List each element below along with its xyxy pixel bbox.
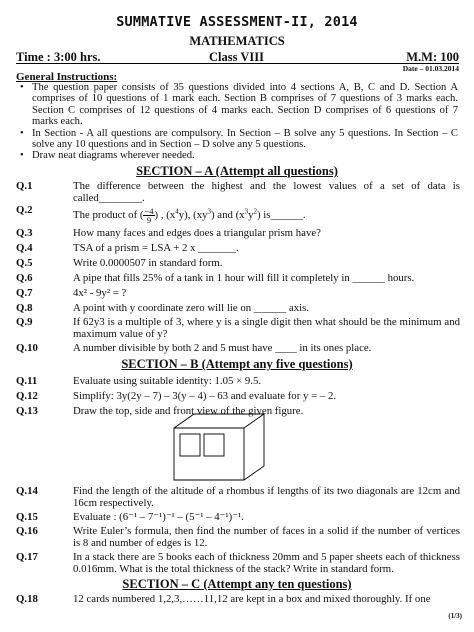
- class-label: Class VIII: [209, 50, 264, 64]
- instruction-item: • The question paper consists of 35 questions divided into 4 sections A, B, C and D. Section A comprises of 10 questions of 1 mark each. Section B comprises of 7 questions of 3 marks each. Section C comprises of 12 questions of 4 marks each. Section D comprises of 6 questions of 7 marks each.: [20, 82, 458, 128]
- max-marks-label: M.M: 100: [406, 50, 459, 64]
- bullet-icon: •: [20, 82, 24, 93]
- instruction-item: • Draw neat diagrams wherever needed.: [20, 150, 195, 162]
- cube-window-left: [180, 434, 200, 456]
- exam-date: Date – 01.03.2014: [402, 64, 459, 73]
- cube-front-edges: [174, 428, 244, 480]
- bullet-icon: •: [20, 127, 24, 139]
- instructions-list: [16, 82, 458, 162]
- exam-page: SUMMATIVE ASSESSMENT-II, 2014 MATHEMATICS Time : 3:00 hrs. Class VIII M.M: 100 Date – 01.03.2014 General Instructions: • The question paper consists of 35 questions divided into 4 sections A, B, C and D. Section A comprises of 10 questions of 1 mark each. Section B comprises of 7 questions of 3 marks each. Section C comprises of 12 questions of 4 marks each. Section D comprises of 6 questions of 7 marks each. • In Section - A all questions are compulsory. In Section – B solve any 5 questions. In Section – C solve any 10 questions and in Section – D solve any 5 questions. • Draw neat diagrams wherever needed. SECTION – A (Attempt all questions) Q.1 The difference between the highest and the lowest values of a set of data is called________. Q.2 The product of ( $\frac{-4}{9}$ ) , $(x^4y)$, $(xy^3)$ and $(x^3y^2)$ is______. Q.3 How many faces and edges does a triangular prism have? Q.4 TSA of a prism = LSA + 2 x _______. Q.5 Write 0.0000507 in standard form. Q.6 A pipe that fills 25% of a tank in 1 hour will fill it completely in ______ hours. Q.7 4x² - 9y² = ? Q.8 A point with y coordinate zero will lie on ______ axis. Q.9 If 62y3 is a multiple of 3, where y is a single digit then what should be the minimum and maximum value of y? Q.10 A number divisible by both 2 and 5 must have ____ in its ones place. SECTION – B (Attempt any five questions) Q.11 Evaluate using suitable identity: 1.05 × 9.5. Q.12 Simplify: 3y(2y – 7) – 3(y – 4) – 63 and evaluate for y = – 2. Q.13 Draw the top, side and front view of the given figure. Q.14 Find the length of the altitude of a rhombus if lengths of its two diagonals are 12cm and 16cm respectively. Q.15 Evaluate : (6⁻¹ – 7⁻¹)⁻¹ – (5⁻¹ – 4⁻¹)⁻¹. Q.16 Write Euler’s formula, then find the number of faces in a solid if the number of vertices is 8 and number of edges is 12. Q.17 In a stack there are 5 books each of thickness 20mm and 5 paper sheets each of thickness 0.016mm. What is the total thickness of the stack? Write in standard form. SECTION – C (Attempt any ten questions) Q.18 12 cards numbered 1,2,3,……11,12 are kept in a box and mixed thoroughly. If one (1/3): [0, 0, 474, 632]
- section-a-heading: SECTION – A (Attempt all questions): [136, 164, 338, 178]
- section-b-heading: SECTION – B (Attempt any five questions): [121, 357, 353, 371]
- section-c-heading: SECTION – C (Attempt any ten questions): [122, 577, 352, 591]
- instructions-heading: General Instructions:: [16, 71, 118, 83]
- cube-drawing: [174, 414, 264, 480]
- instruction-item: • In Section - A all questions are compulsory. In Section – B solve any 5 questions. In Section – C solve any 10 questions and in Section – D solve any 5 questions.: [20, 127, 458, 151]
- question-2: Q.2 The product of ( $\frac{-4}{9}$ ) , $(x^4y)$, $(xy^3)$ and $(x^3y^2)$ is______.: [16, 205, 460, 227]
- exam-title: SUMMATIVE ASSESSMENT-II, 2014: [116, 14, 358, 30]
- time-label: Time : 3:00 hrs.: [16, 50, 101, 64]
- subject-title: MATHEMATICS: [189, 34, 285, 48]
- fraction: $\frac{-4}{9}$: [144, 206, 154, 225]
- cube-top-edge: [244, 414, 264, 428]
- bullet-icon: •: [20, 150, 24, 162]
- page-number: (1/3): [448, 612, 462, 620]
- cube-figure: [170, 410, 270, 484]
- cube-window-right: [204, 434, 224, 456]
- question-2-text: The product of ( $\frac{-4}{9}$ ) , $(x^4y)$, $(xy^3)$ and $(x^3y^2)$ is______.: [73, 206, 306, 225]
- header-divider: [16, 63, 459, 64]
